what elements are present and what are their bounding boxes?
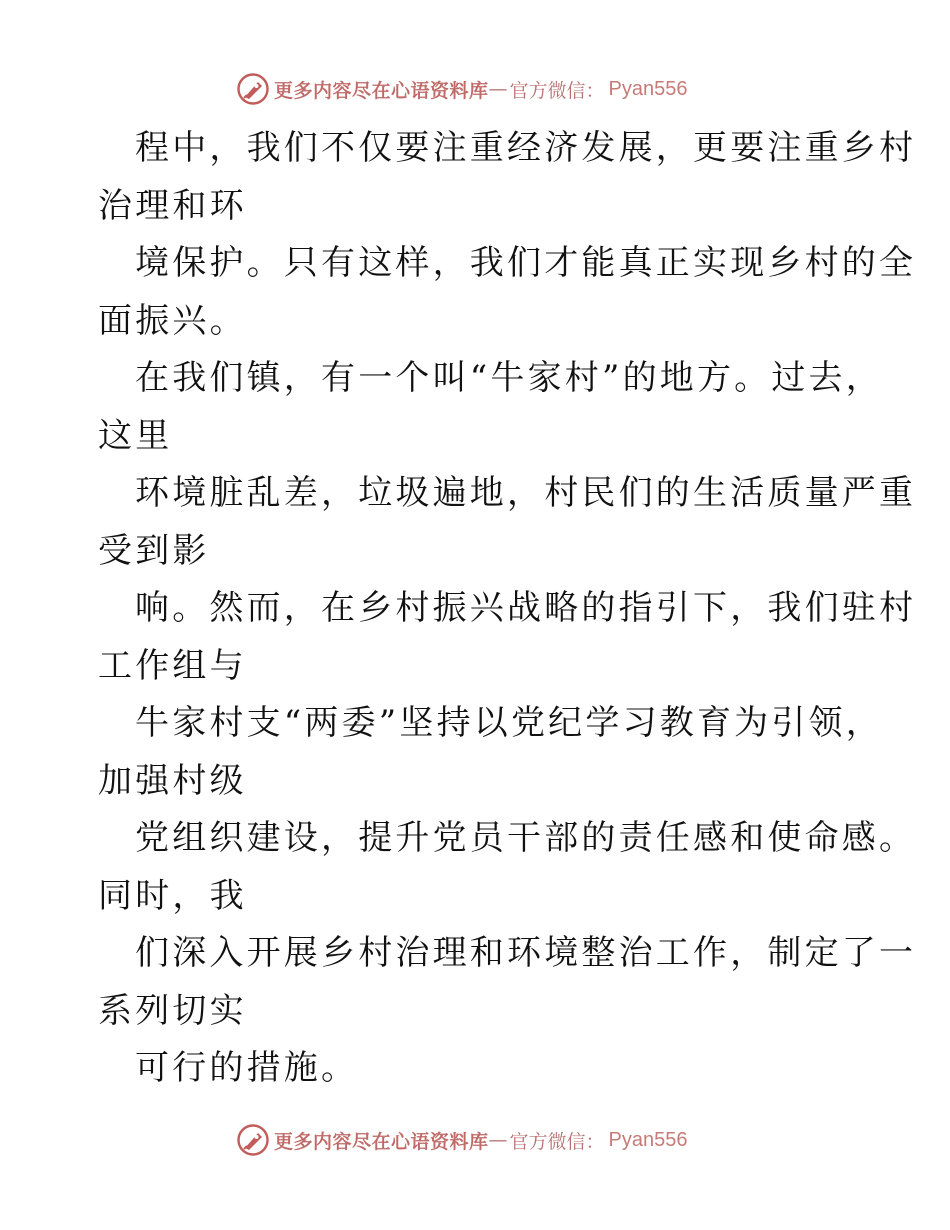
banner-wechat-label: 官方微信：: [509, 79, 605, 102]
banner-text: 更多内容尽在心语资料库: [274, 79, 489, 102]
pen-nib-logo-icon: [236, 72, 270, 106]
pen-nib-logo-icon: [236, 1123, 270, 1157]
text-line: 同时，我: [98, 875, 247, 916]
banner-wechat-label: 官方微信：: [509, 1130, 605, 1153]
text-line: 在我们镇，有一个叫“牛家村”的地方。过去，: [135, 358, 883, 398]
document-body: [98, 120, 917, 1098]
footer-banner: [236, 1123, 688, 1157]
text-line: 党组织建设，提升党员干部的责任感和使命感。: [135, 818, 917, 858]
text-line: 治理和环: [98, 185, 247, 226]
banner-separator: —: [488, 78, 508, 100]
text-line: 这里: [98, 415, 173, 456]
text-line: 受到影: [98, 530, 210, 571]
text-line: 响。然而，在乡村振兴战略的指引下，我们驻村: [135, 588, 917, 628]
header-banner: [236, 72, 688, 106]
text-line: 牛家村支“两委”坚持以党纪学习教育为引领，: [135, 703, 883, 743]
banner-text: 更多内容尽在心语资料库: [274, 1130, 489, 1153]
banner-wechat-id: Pyan556: [608, 1128, 688, 1151]
text-line: 境保护。只有这样，我们才能真正实现乡村的全: [135, 243, 917, 283]
text-line: 程中，我们不仅要注重经济发展，更要注重乡村: [135, 128, 917, 168]
text-line: 系列切实: [98, 990, 247, 1031]
banner-wechat-id: Pyan556: [608, 77, 688, 100]
text-line: 面振兴。: [98, 300, 247, 341]
text-line: 加强村级: [98, 760, 247, 801]
text-line: 可行的措施。: [135, 1048, 359, 1088]
text-line: 工作组与: [98, 645, 247, 686]
text-line: 环境脏乱差，垃圾遍地，村民们的生活质量严重: [135, 473, 917, 513]
text-line: 们深入开展乡村治理和环境整治工作，制定了一: [135, 933, 917, 973]
banner-separator: —: [488, 1129, 508, 1151]
